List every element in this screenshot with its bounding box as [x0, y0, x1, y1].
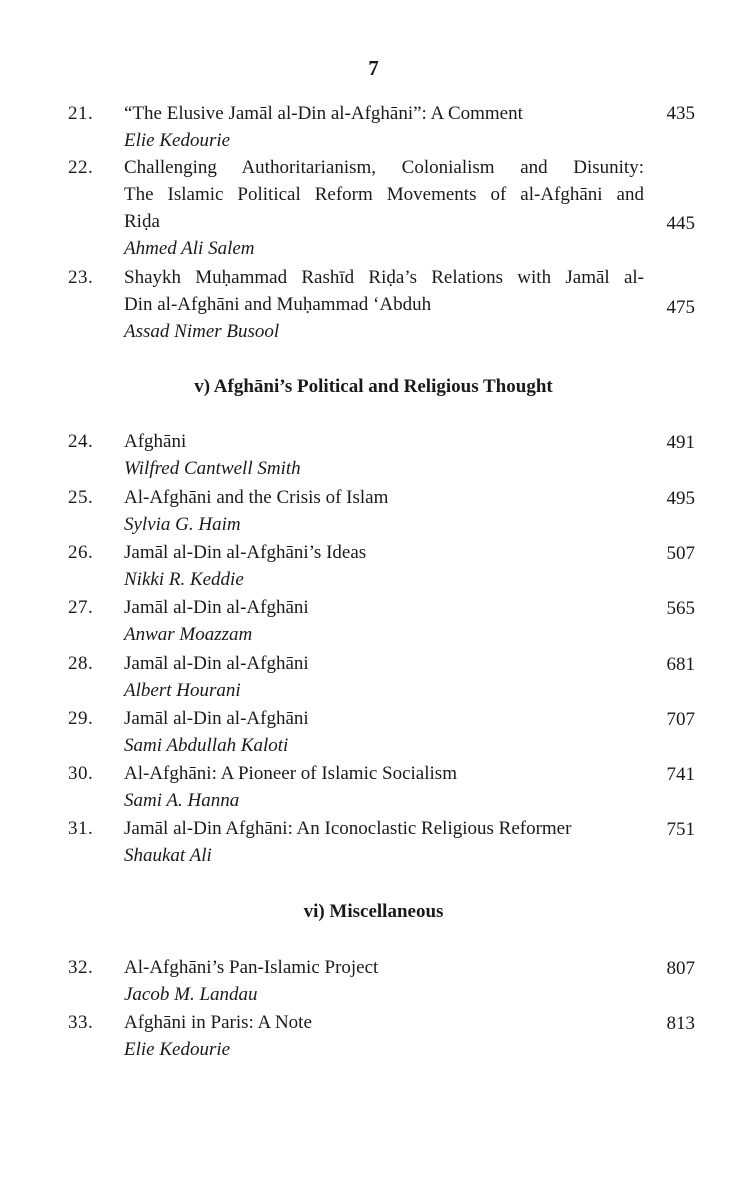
entry-title: Al-Afghāni and the Crisis of Islam: [124, 487, 389, 508]
entry-author: Elie Kedourie: [124, 130, 231, 151]
entry-author: Nikki R. Keddie: [124, 569, 244, 590]
entry-author: Assad Nimer Busool: [124, 321, 280, 342]
entry-number: 27.: [68, 597, 94, 618]
entry-number: 25.: [68, 487, 94, 508]
entry-author: Ahmed Ali Salem: [124, 238, 255, 259]
entry-number: 22.: [68, 157, 94, 178]
entry-page: 495: [666, 488, 695, 509]
entry-page: 707: [666, 709, 695, 730]
entry-page: 475: [666, 297, 695, 318]
page-number: 7: [368, 56, 379, 80]
entry-page: 681: [666, 654, 695, 675]
entry-number: 28.: [68, 653, 94, 674]
entry-title: Jamāl al-Din Afghāni: An Iconoclastic Religious Reformer: [124, 818, 572, 839]
entry-number: 29.: [68, 708, 94, 729]
entry-page: 813: [666, 1013, 695, 1034]
entry-author: Elie Kedourie: [124, 1039, 231, 1060]
entry-title: Jamāl al-Din al-Afghāni: [124, 653, 309, 674]
entry-title-line-3: Riḍa: [124, 211, 160, 232]
entry-title-line-2: The Islamic Political Reform Movements of al-Afghāni and: [124, 184, 644, 205]
section-heading-v: v) Afghāni’s Political and Religious Thought: [194, 376, 553, 397]
entry-title-line-1: Challenging Authoritarianism, Colonialism and Disunity:: [124, 157, 644, 178]
entry-number: 33.: [68, 1012, 94, 1033]
entry-title: Jamāl al-Din al-Afghāni: [124, 597, 309, 618]
entry-title: “The Elusive Jamāl al-Din al-Afghāni”: A Comment: [124, 103, 523, 124]
entry-title: Afghāni: [124, 431, 187, 452]
entry-title: Jamāl al-Din al-Afghāni: [124, 708, 309, 729]
entry-page: 807: [666, 958, 695, 979]
entry-page: 435: [666, 103, 695, 124]
entry-number: 32.: [68, 957, 94, 978]
entry-page: 565: [666, 598, 695, 619]
entry-page: 507: [666, 543, 695, 564]
entry-number: 30.: [68, 763, 94, 784]
entry-author: Anwar Moazzam: [124, 624, 253, 645]
entry-title: Al-Afghāni’s Pan-Islamic Project: [124, 957, 379, 978]
entry-title-line-1: Shaykh Muḥammad Rashīd Riḍa’s Relations with Jamāl al-: [124, 267, 644, 288]
entry-number: 26.: [68, 542, 94, 563]
entry-author: Shaukat Ali: [124, 845, 212, 866]
entry-number: 21.: [68, 103, 94, 124]
entry-title-line-2: Din al-Afghāni and Muḥammad ‘Abduh: [124, 294, 432, 315]
entry-author: Jacob M. Landau: [124, 984, 258, 1005]
entry-title: Al-Afghāni: A Pioneer of Islamic Socialism: [124, 763, 457, 784]
entry-author: Albert Hourani: [124, 680, 241, 701]
entry-number: 24.: [68, 431, 94, 452]
entry-number: 23.: [68, 267, 94, 288]
entry-page: 445: [666, 213, 695, 234]
entry-author: Sami Abdullah Kaloti: [124, 735, 289, 756]
entry-page: 491: [666, 432, 695, 453]
entry-author: Wilfred Cantwell Smith: [124, 458, 301, 479]
section-heading-vi: vi) Miscellaneous: [303, 901, 444, 922]
entry-page: 741: [666, 764, 695, 785]
entry-page: 751: [666, 819, 695, 840]
entry-number: 31.: [68, 818, 94, 839]
entry-author: Sami A. Hanna: [124, 790, 240, 811]
entry-title: Afghāni in Paris: A Note: [124, 1012, 312, 1033]
entry-author: Sylvia G. Haim: [124, 514, 241, 535]
entry-title: Jamāl al-Din al-Afghāni’s Ideas: [124, 542, 367, 563]
